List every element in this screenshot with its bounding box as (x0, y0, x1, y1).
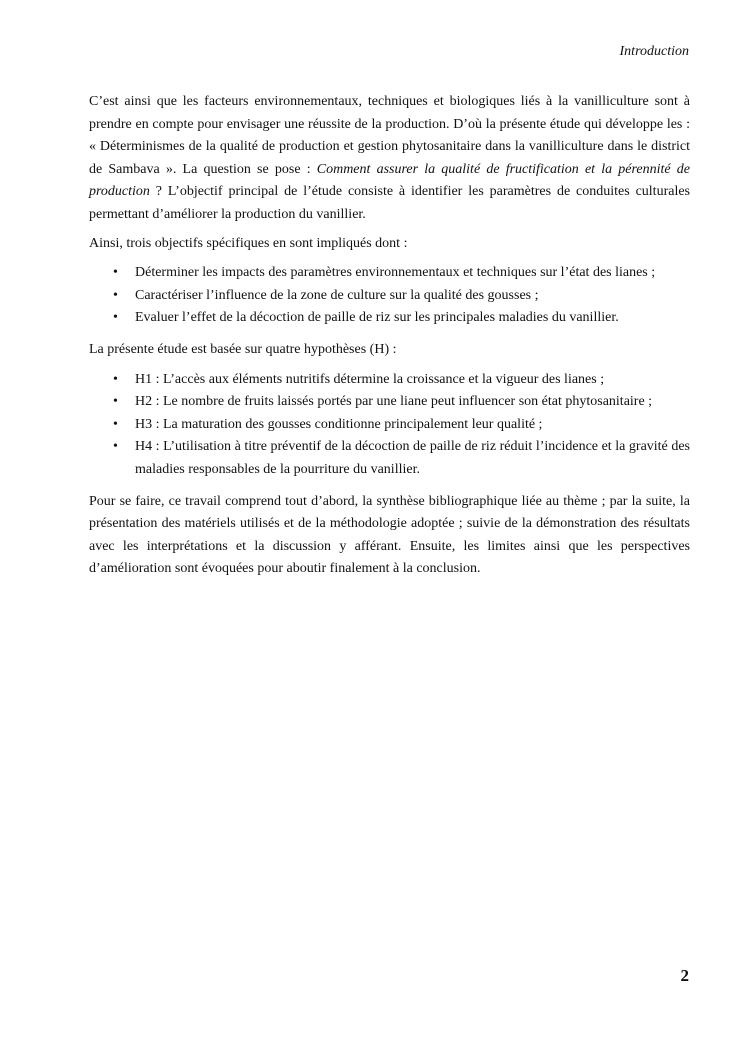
hypothesis-text: H1 : L’accès aux éléments nutritifs détermine la croissance et la vigueur des lianes ; (135, 371, 605, 387)
bullet-icon: • (113, 310, 118, 326)
page-number: 2 (680, 966, 689, 985)
hypothesis-text: H2 : Le nombre de fruits laissés portés par une liane peut influencer son état phytosanitaire ; (135, 394, 653, 410)
intro-text-before-question: C’est ainsi que les facteurs environnementaux, techniques et biologiques liés à la vanilliculture sont à prendre en compte pour envisager une réussite de la production. D’où la présente étude qui développe les : « Déterminismes de la qualité de production et gestion phytosanitaire dans la vanilliculture dans le district de Sambava ». La question se pose : (89, 94, 690, 177)
objective-text: Déterminer les impacts des paramètres environnementaux et techniques sur l’état des lianes ; (135, 265, 656, 281)
objective-text: Evaluer l’effet de la décoction de paille de riz sur les principales maladies du vanillier. (135, 310, 619, 326)
bullet-icon: • (113, 416, 118, 432)
bullet-icon: • (113, 371, 118, 387)
intro-text-after-question: ? L’objectif principal de l’étude consiste à identifier les paramètres de conduites culturales permettant d’améliorer la production du vanillier. (89, 184, 690, 222)
objective-item (89, 262, 690, 285)
hypothesis-text: H4 : L’utilisation à titre préventif de la décoction de paille de riz réduit l’incidence et la gravité des maladies responsables de la pourriture du vanillier. (135, 439, 690, 477)
hypotheses-list (89, 369, 690, 482)
objective-item (89, 285, 690, 308)
research-question: Comment assurer la qualité de fructification et la pérennité de production (89, 161, 691, 200)
bullet-icon: • (113, 394, 118, 410)
hypothesis-text: H3 : La maturation des gousses conditionne principalement leur qualité ; (135, 416, 543, 432)
bullet-icon: • (113, 287, 118, 303)
intro-paragraph (89, 91, 690, 227)
objective-item (89, 307, 690, 330)
closing-paragraph: Pour se faire, ce travail comprend tout d’abord, la synthèse bibliographique liée au thème ; par la suite, la présentation des matériels utilisés et de la méthodologie adoptée ; suivie de la démonstration des résultats avec les interprétations et la discussion y afférant. Ensuite, les limites ainsi que les perspectives d’amélioration sont évoquées pour aboutir finalement à la conclusion. (89, 493, 690, 577)
page-body (89, 91, 690, 587)
running-header: Introduction (619, 44, 689, 59)
hypothesis-item (89, 391, 690, 414)
bullet-icon: • (113, 439, 118, 455)
hypotheses-intro: La présente étude est basée sur quatre hypothèses (H) : (89, 341, 397, 357)
hypothesis-item (89, 436, 690, 481)
objective-text: Caractériser l’influence de la zone de culture sur la qualité des gousses ; (135, 287, 539, 303)
hypothesis-item (89, 414, 690, 437)
objectives-list (89, 262, 690, 330)
bullet-icon: • (113, 265, 118, 281)
objectives-intro: Ainsi, trois objectifs spécifiques en sont impliqués dont : (89, 235, 408, 251)
hypothesis-item (89, 369, 690, 392)
